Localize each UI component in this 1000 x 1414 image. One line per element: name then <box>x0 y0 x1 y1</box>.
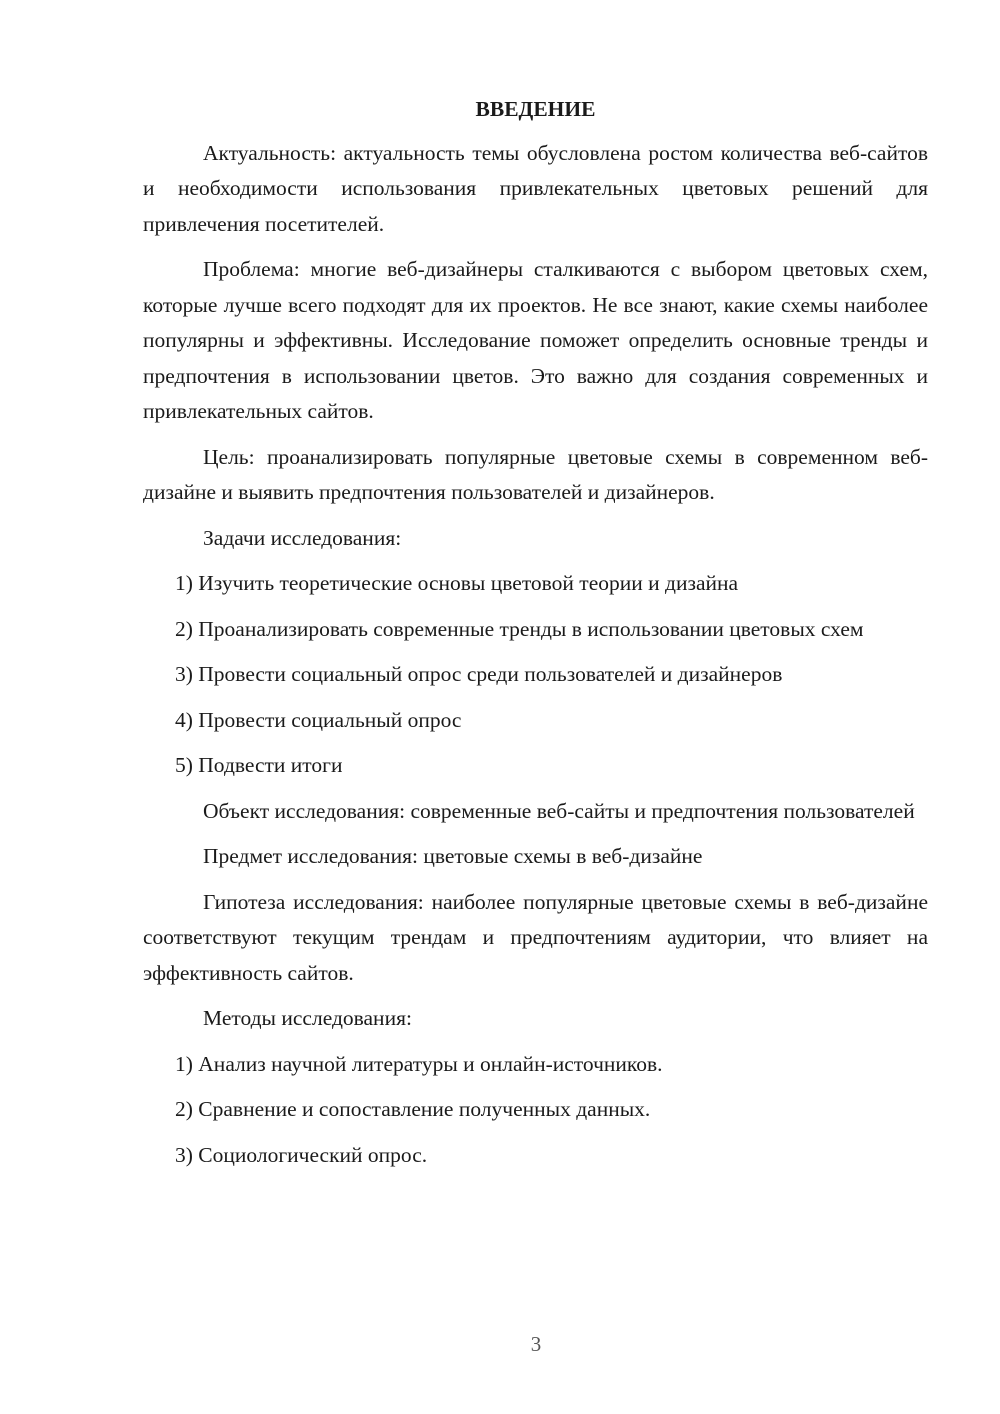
task-item-1: 1) Изучить теоретические основы цветовой теории и дизайна <box>175 571 739 595</box>
section-title: ВВЕДЕНИЕ <box>475 97 596 121</box>
paragraph-goal: Цель: проанализировать популярные цветовые схемы в современном веб-дизайне и выявить предпочтения пользователей и дизайнеров. <box>143 444 928 504</box>
method-item-3: 3) Социологический опрос. <box>175 1142 428 1167</box>
paragraph-problem: Проблема: многие веб-дизайнеры сталкиваются с выбором цветовых схем, которые лучше всего подходят для их проектов. Не все знают, какие схемы наиболее популярны и эффективны. Исследование поможет определить основные тренды и предпочтения в использовании цветов. Это важно для создания современных и привлекательных сайтов. <box>143 257 928 423</box>
page-number: 3 <box>530 1332 542 1356</box>
method-item-2: 2) Сравнение и сопоставление полученных данных. <box>175 1097 651 1121</box>
paragraph-hypothesis: Гипотеза исследования: наиболее популярные цветовые схемы в веб-дизайне соответствуют текущим трендам и предпочтениям аудитории, что влияет на эффективность сайтов. <box>143 889 928 985</box>
task-item-4: 4) Провести социальный опрос <box>175 707 462 732</box>
tasks-heading: Задачи исследования: <box>203 525 402 550</box>
methods-heading: Методы исследования: <box>203 1006 412 1030</box>
task-item-3: 3) Провести социальный опрос среди пользователей и дизайнеров <box>175 662 783 686</box>
task-item-2: 2) Проанализировать современные тренды в использовании цветовых схем <box>175 616 864 641</box>
task-item-5: 5) Подвести итоги <box>175 753 343 777</box>
paragraph-actuality: Актуальность: актуальность темы обусловлена ростом количества веб-сайтов и необходимости использования привлекательных цветовых решений для привлечения посетителей. <box>143 140 928 236</box>
paragraph-subject: Предмет исследования: цветовые схемы в веб-дизайне <box>203 844 703 868</box>
paragraph-object: Объект исследования: современные веб-сайты и предпочтения пользователей <box>203 798 915 823</box>
document-page <box>143 92 928 1183</box>
method-item-1: 1) Анализ научной литературы и онлайн-источников. <box>175 1051 663 1076</box>
